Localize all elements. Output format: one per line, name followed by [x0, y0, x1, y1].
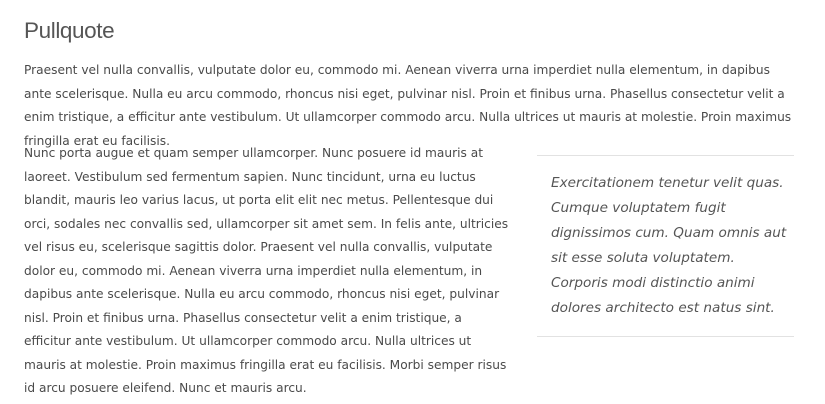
- page-title: Pullquote: [24, 18, 115, 43]
- pullquote-text: Exercitationem tenetur velit quas. Cumque voluptatem fugit dignissimos cum. Quam omnis aut sit esse soluta voluptatem. Corporis modi distinctio animi dolores architecto est natus sint.: [551, 175, 787, 316]
- body-paragraph: Nunc porta augue et quam semper ullamcorper. Nunc posuere id mauris at laoreet. Vestibulum sed fermentum sapien. Nunc tincidunt, urna eu luctus blandit, mauris leo varius lacus, ut porta elit elit nec metus. Pellentesque dui orci, sodales nec convallis sed, ullamcorper sit amet sem. In felis ante, ultricies vel risus eu, scelerisque sagittis dolor. Praesent vel nulla convallis, vulputate dolor eu, commodo mi. Aenean viverra urna imperdiet nulla elementum, in dapibus ante scelerisque. Nulla eu arcu commodo, rhoncus nisi eget, pulvinar nisl. Proin et finibus urna. Phasellus consectetur velit a enim tristique, a efficitur ante vestibulum. Ut ullamcorper commodo arcu. Nulla ultrices ut mauris at molestie. Proin maximus fringilla erat eu facilisis. Morbi semper risus id arcu posuere eleifend. Nunc et mauris arcu.: [24, 146, 509, 395]
- intro-paragraph: Praesent vel nulla convallis, vulputate dolor eu, commodo mi. Aenean viverra urna imperdiet nulla elementum, in dapibus ante scelerisque. Nulla eu arcu commodo, rhoncus nisi eget, pulvinar nisl. Proin et finibus urna. Phasellus consectetur velit a enim tristique, a efficitur ante vestibulum. Ut ullamcorper commodo arcu. Nulla ultrices ut mauris at molestie. Proin maximus fringilla erat eu facilisis.: [24, 63, 792, 148]
- pullquote: [537, 155, 794, 337]
